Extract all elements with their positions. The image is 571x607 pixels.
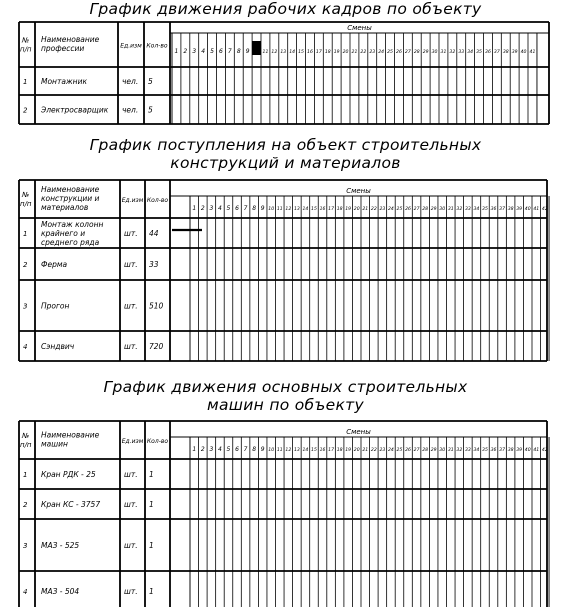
table3-shift-number: 41 <box>533 448 540 453</box>
table1-shift-number: 3 <box>192 48 197 55</box>
table2-shift-number: 18 <box>336 207 343 212</box>
table2-row-num: 2 <box>23 261 28 269</box>
table2-shift-number: 30 <box>439 207 446 212</box>
table2-shift-number: 6 <box>235 205 239 212</box>
table2-row-qty: 33 <box>149 260 159 269</box>
table1-shift-number: 2 <box>183 48 188 55</box>
table3-header-num: п/п <box>20 441 32 449</box>
table1-shift-number: 29 <box>422 50 429 55</box>
table1-shift-number: 13 <box>280 50 287 55</box>
table2-shift-number: 23 <box>379 207 386 212</box>
table2-shift-number: 16 <box>319 207 326 212</box>
table1-row-qty: 5 <box>148 77 153 86</box>
table2-shift-number: 28 <box>422 207 429 212</box>
table2-shift-number: 37 <box>499 207 506 212</box>
table1-shift-number: 37 <box>493 50 500 55</box>
table2-shift-number: 5 <box>226 205 231 212</box>
table2-shift-number: 2 <box>200 205 205 212</box>
table2-shift-number: 9 <box>260 205 265 212</box>
table1-shift-number: 8 <box>236 48 241 55</box>
table1-shift-number: 6 <box>219 48 223 55</box>
table1-shift-number: 9 <box>245 48 250 55</box>
table3-shift-number: 42 <box>541 448 548 453</box>
table3-shift-number: 14 <box>302 448 309 453</box>
table2-shift-number: 25 <box>396 207 403 212</box>
table1-header-name: профессии <box>41 44 85 53</box>
table1-shift-number: 34 <box>467 50 474 55</box>
table3-shift-number: 18 <box>336 448 343 453</box>
table1-shift-number: 4 <box>201 48 206 55</box>
table1-shift-number: 26 <box>396 50 402 55</box>
table3-shift-number: 9 <box>260 446 265 453</box>
table2-row-name: Монтаж колонн <box>41 220 104 229</box>
table2-shift-number: 17 <box>328 207 335 212</box>
table2-shift-number: 21 <box>362 207 369 212</box>
table1-shift-number: 16 <box>307 50 313 55</box>
table1-shift-number: 11 <box>262 50 269 55</box>
table1-row-num: 2 <box>23 106 28 115</box>
table1-row-name: Электросварщик <box>41 105 109 115</box>
table3-header-unit: Ед.изм <box>121 438 144 445</box>
table3-shift-number: 13 <box>293 448 300 453</box>
table1-shift-number: 19 <box>333 50 340 55</box>
table3-shift-number: 40 <box>524 448 531 453</box>
table3-shift-number: 30 <box>439 448 446 453</box>
table1-shift-number: 23 <box>369 50 376 55</box>
table1-header-name: Наименование <box>41 35 100 44</box>
table2-shift-number: 3 <box>209 205 214 212</box>
table2-shift-number: 8 <box>252 205 257 212</box>
table3-row-num: 3 <box>23 542 28 550</box>
table2-header-name: Наименование <box>41 185 100 194</box>
table3-header-shifts: Смены <box>346 428 371 436</box>
table1-title-line: График движения рабочих кадров по объекту <box>89 0 482 18</box>
table2-title-line1: График поступления на объект строительных <box>89 136 482 154</box>
table3-shift-number: 32 <box>456 448 463 453</box>
table2-row-unit: шт. <box>124 229 138 238</box>
table1-shift-number: 7 <box>227 48 232 55</box>
table1-header-shifts: Смены <box>347 24 372 32</box>
table1-row-unit: чел. <box>122 105 139 115</box>
table1-shift-number: 5 <box>210 48 214 55</box>
table1-shift-number: 41 <box>529 50 536 55</box>
table2-shift-number: 27 <box>413 207 420 212</box>
table2-header-num: № <box>22 191 30 199</box>
table3-shift-number: 20 <box>353 448 360 453</box>
table1-shift-number: 27 <box>404 50 411 55</box>
table1-shift-number: 14 <box>289 50 296 55</box>
table1-shift-number: 15 <box>298 50 304 55</box>
table1-header-qty: Кол-во <box>146 42 168 50</box>
table3-shift-number: 25 <box>396 448 403 453</box>
table2-row-unit: шт. <box>124 260 138 269</box>
table3-row-unit: шт. <box>124 541 138 550</box>
table3-header-name: Наименование <box>41 430 100 440</box>
table3-row-qty: 1 <box>149 500 154 509</box>
table3-shift-number: 6 <box>235 446 239 453</box>
table3-shift-number: 1 <box>192 446 197 453</box>
table3-shift-number: 39 <box>516 448 523 453</box>
table3-row-qty: 1 <box>149 587 154 596</box>
table2-row-name: Прогон <box>41 301 70 311</box>
table2-header-name: материалов <box>41 203 89 212</box>
table3-shift-number: 11 <box>276 448 283 453</box>
table3-shift-number: 7 <box>243 446 248 453</box>
table3-shift-number: 19 <box>345 448 352 453</box>
table3-shift-number: 34 <box>473 448 480 453</box>
table1-row-name: Монтажник <box>41 77 87 86</box>
table2-shift-number: 26 <box>405 207 411 212</box>
table2-row-name: Сэндвич <box>41 342 75 351</box>
table2-shift-number: 7 <box>243 205 248 212</box>
table3-shift-number: 28 <box>422 448 429 453</box>
table1-shift-number: 38 <box>502 50 509 55</box>
table3-row-num: 2 <box>23 501 28 509</box>
table2-header-qty: Кол-во <box>146 197 169 204</box>
table1-row-num: 1 <box>23 78 28 86</box>
table2-shift-number: 31 <box>447 207 454 212</box>
table2-shift-number: 42 <box>541 207 548 212</box>
table1-shift-number: 32 <box>449 50 456 55</box>
table1-shift-number: 21 <box>351 50 358 55</box>
table2-shift-number: 19 <box>345 207 352 212</box>
table2-row-num: 1 <box>23 230 28 238</box>
table3-title-line2: машин по объекту <box>207 396 364 414</box>
table1-header-num: № <box>22 36 30 45</box>
table2-shift-number: 32 <box>456 207 463 212</box>
table1-shift-number: 35 <box>476 50 482 55</box>
table3-row-qty: 1 <box>149 541 154 550</box>
table1-shift-number: 40 <box>520 50 527 55</box>
table3-shift-number: 26 <box>405 448 411 453</box>
table2-shift-number: 40 <box>524 207 531 212</box>
table3-shift-number: 31 <box>447 448 454 453</box>
table3-shift-number: 10 <box>268 448 275 453</box>
highlighted-shift-cell <box>252 41 261 55</box>
table2-shift-number: 13 <box>293 207 300 212</box>
table3-shift-number: 12 <box>285 448 292 453</box>
table3-shift-number: 4 <box>218 446 222 453</box>
table3-row-name: Кран КС - 3757 <box>41 500 101 509</box>
table3-shift-number: 36 <box>490 448 497 453</box>
table2-shift-number: 1 <box>192 205 197 212</box>
table2-row-qty: 510 <box>149 301 164 311</box>
table1-shift-number: 12 <box>271 50 278 55</box>
table2-shift-number: 39 <box>516 207 523 212</box>
table2-shift-number: 20 <box>353 207 360 212</box>
table1-shift-number: 39 <box>511 50 518 55</box>
table3-shift-number: 17 <box>328 448 335 453</box>
table2-shift-number: 14 <box>302 207 309 212</box>
table2-shift-number: 12 <box>285 207 292 212</box>
table3-row-unit: шт. <box>124 500 138 509</box>
table2-shift-number: 11 <box>276 207 283 212</box>
table2-header-unit: Ед.изм <box>121 197 144 204</box>
table3-shift-number: 8 <box>252 446 257 453</box>
table2-header-num: п/п <box>20 200 32 208</box>
table2-shift-number: 35 <box>482 207 488 212</box>
table1-shift-number: 1 <box>174 48 179 55</box>
table2-row-name: среднего ряда <box>41 238 100 247</box>
table3-row-name: МАЗ - 504 <box>41 587 80 596</box>
table3-header-name: машин <box>41 439 68 449</box>
table3-shift-number: 3 <box>209 446 214 453</box>
table1-shift-number: 24 <box>378 50 385 55</box>
table3-title-line1: График движения основных строительных <box>103 378 468 396</box>
table2-shift-number: 34 <box>473 207 480 212</box>
table2-shift-number: 22 <box>370 207 377 212</box>
table1-shift-number: 31 <box>440 50 447 55</box>
table2-row-qty: 720 <box>149 342 164 351</box>
table2-shift-number: 4 <box>218 205 222 212</box>
table1-shift-number: 30 <box>431 50 438 55</box>
table1-header-num: п/п <box>20 45 32 54</box>
table3-shift-number: 21 <box>362 448 369 453</box>
table1-shift-number: 28 <box>413 50 420 55</box>
table2-row-unit: шт. <box>124 342 138 351</box>
table2-row-num: 4 <box>23 343 28 351</box>
table3-shift-number: 37 <box>499 448 506 453</box>
table3-shift-number: 5 <box>226 446 231 453</box>
table2-row-name: Ферма <box>41 260 68 269</box>
table3-header-qty: Кол-во <box>146 438 169 445</box>
table1-shift-number: 20 <box>342 50 349 55</box>
table1-shift-number: 18 <box>324 50 331 55</box>
table3-row-unit: шт. <box>124 470 138 479</box>
table3-row-qty: 1 <box>149 470 154 479</box>
table2-shift-number: 41 <box>533 207 540 212</box>
table3-shift-number: 22 <box>370 448 377 453</box>
table2-shift-number: 36 <box>490 207 497 212</box>
table3-header-num: № <box>22 432 30 440</box>
table3-shift-number: 38 <box>507 448 514 453</box>
table1-header-unit: Ед.изм <box>120 42 142 50</box>
table3-shift-number: 16 <box>319 448 326 453</box>
table2-row-num: 3 <box>23 302 28 311</box>
table3-row-unit: шт. <box>124 587 138 596</box>
table2-row-unit: шт. <box>124 301 138 311</box>
table2-shift-number: 15 <box>311 207 317 212</box>
table3-shift-number: 35 <box>482 448 488 453</box>
table1-row-qty: 5 <box>148 105 153 115</box>
table2-row-name: крайнего и <box>41 229 86 238</box>
table3-shift-number: 15 <box>311 448 317 453</box>
table1-shift-number: 25 <box>387 50 393 55</box>
table3-shift-number: 24 <box>387 448 394 453</box>
table3-shift-number: 27 <box>413 448 420 453</box>
table2-shift-number: 24 <box>387 207 394 212</box>
table3-shift-number: 23 <box>379 448 386 453</box>
table3-shift-number: 29 <box>430 448 437 453</box>
table2-header-name: конструкции и <box>41 194 100 203</box>
table3-row-name: МАЗ - 525 <box>41 541 80 550</box>
table2-shift-number: 10 <box>268 207 275 212</box>
table2-shift-number: 38 <box>507 207 514 212</box>
table2-title-line2: конструкций и материалов <box>170 154 401 172</box>
table1-shift-number: 36 <box>485 50 491 55</box>
table3-shift-number: 2 <box>200 446 205 453</box>
table2-row-qty: 44 <box>149 229 159 238</box>
table1-shift-number: 22 <box>360 50 367 55</box>
table1-shift-number: 33 <box>458 50 465 55</box>
table2-shift-number: 29 <box>430 207 437 212</box>
table3-row-num: 1 <box>23 471 28 479</box>
table2-shift-number: 33 <box>464 207 471 212</box>
table3-row-num: 4 <box>23 588 28 596</box>
table1-shift-number: 17 <box>315 50 322 55</box>
table2-header-shifts: Смены <box>346 187 371 195</box>
table1-row-unit: чел. <box>122 77 139 86</box>
table3-shift-number: 33 <box>464 448 471 453</box>
table3-row-name: Кран РДК - 25 <box>41 470 96 479</box>
